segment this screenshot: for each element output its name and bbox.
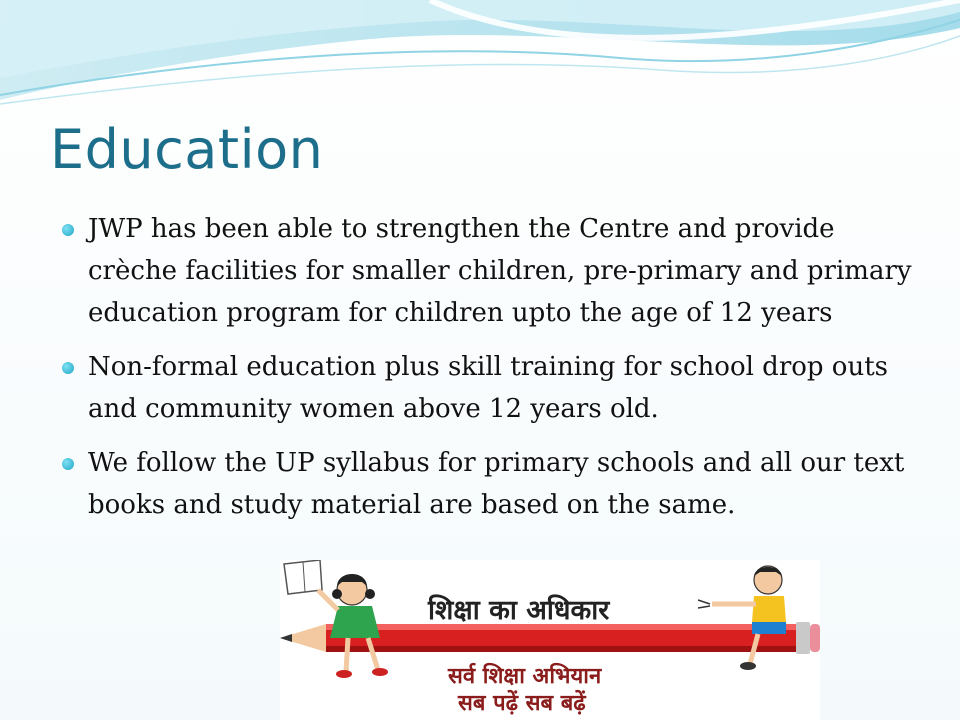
header-wave-decoration (0, 0, 960, 120)
banner-bottom-line-2: सब पढ़ें सब बढ़ें (458, 691, 586, 716)
bullet-dot-icon (62, 458, 74, 470)
bullet-text: JWP has been able to strengthen the Centre and provide crèche facilities for smaller children, pre-primary and primary education program for children upto the age of 12 years (88, 214, 912, 328)
bullet-dot-icon (62, 224, 74, 236)
boy-pointing-icon (712, 566, 786, 670)
bullet-dot-icon (62, 362, 74, 374)
bullet-list (62, 208, 912, 538)
bullet-item (62, 208, 912, 334)
bullet-item (62, 442, 912, 526)
bullet-text: We follow the UP syllabus for primary schools and all our text books and study material are based on the same. (88, 448, 905, 520)
girl-reading-icon (284, 560, 388, 678)
slide-title: Education (50, 118, 324, 181)
banner-bottom-line-1: सर्व शिक्षा अभियान (448, 664, 602, 689)
bullet-item (62, 346, 912, 430)
bullet-text: Non-formal education plus skill training for school drop outs and community women above 12 years old. (88, 352, 888, 424)
banner-top-text: शिक्षा का अधिकार (428, 595, 610, 626)
shiksha-ka-adhikar-logo (280, 560, 820, 720)
